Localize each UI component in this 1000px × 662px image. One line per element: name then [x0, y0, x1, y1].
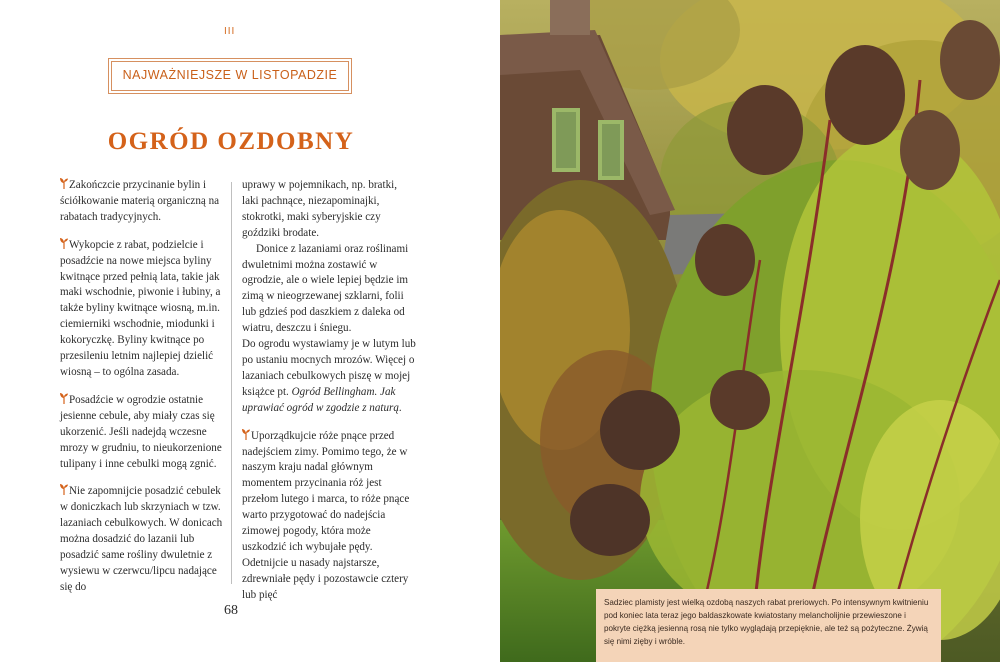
body-text: Do ogrodu wystawiamy je w lutym lub po ustaniu mocnych mrozów. Więcej o lazaniach cebulkowych piszę w mojej książce pt.	[242, 338, 416, 398]
bullet-text: Uporządkujcie róże pnące przed nadejściem zimy. Pomimo tego, że w naszym kraju nadal głównym momentem przycinania róż jest przełom lutego i marca, to róże pnące warto przygotować do nadejścia zimowej pogody, która może uszkodzić ich wybujałe pędy. Odetnijcie u nasady najstarsze, zdrewniałe pędy i pozostawcie cztery lub pięć	[242, 429, 410, 601]
bullet-paragraph	[242, 429, 416, 604]
seedling-icon	[242, 429, 250, 440]
book-title: Ogród Bellingham. Jak uprawiać ogród w zgodzie z naturą	[242, 385, 399, 414]
seedling-icon	[60, 238, 68, 249]
seedling-icon	[60, 178, 68, 189]
bullet-paragraph	[60, 238, 230, 381]
body-paragraph	[242, 337, 416, 417]
continuation-paragraph: uprawy w pojemnikach, np. bratki, laki pachnące, niezapominajki, stokrotki, maki syberyjskie czy goździki brodate.	[242, 179, 397, 239]
bullet-text: Nie zapomnijcie posadzić cebulek w doniczkach lub skrzyniach w tzw. lazaniach cebulkowych. W donicach można dosadzić do lazanii lub posadzić same rośliny dwuletnie z wysiewu w czerwcu/lipcu nadające się do	[60, 485, 223, 593]
right-page	[500, 0, 1000, 662]
section-label: NAJWAŻNIEJSZE W LISTOPADZIE	[122, 68, 338, 82]
page-number: 68	[224, 603, 238, 618]
chapter-marker: III	[224, 26, 236, 37]
text-column-2	[242, 178, 416, 604]
page-title: OGRÓD OZDOBNY	[107, 128, 355, 155]
section-label-box	[108, 58, 352, 94]
body-paragraph: Donice z lazaniami oraz roślinami dwuletnimi można zostawić w ogrodzie, ale o wiele lepiej będzie im zimą w nieogrzewanej szklarni, folii lub gdzieś pod daszkiem z daleka od wiatru, deszczu i śniegu.	[242, 242, 409, 335]
bullet-paragraph	[60, 178, 230, 226]
column-divider	[231, 182, 232, 584]
seedling-icon	[60, 484, 68, 495]
bullet-paragraph	[60, 484, 230, 595]
seedling-icon	[60, 393, 68, 404]
bullet-text: Zakończcie przycinanie bylin i ściółkowanie materią organiczną na rabatach tradycyjnych.	[60, 179, 220, 223]
garden-photo	[500, 0, 1000, 662]
bullet-text: Wykopcie z rabat, podzielcie i posadźcie na nowe miejsca byliny kwitnące przed pełnią lata, takie jak maki wschodnie, piwonie i łubiny, a także byliny kwitnące wiosną, m.in. ciemierniki wschodnie, miodunki i kokoryczkę. Byliny kwitnące po przesileniu letnim najlepiej dzielić wiosną – to ogólna zasada.	[60, 238, 221, 378]
bullet-text: Posadźcie w ogrodzie ostatnie jesienne cebule, aby miały czas się ukorzenić. Jeśli nadejdą wczesne mrozy w grudniu, to nieukorzenione tulipany i inne cebulki mogą zgnić.	[60, 393, 222, 470]
photo-caption: Sadziec plamisty jest wielką ozdobą naszych rabat preriowych. Po intensywnym kwitnieniu pod koniec lata teraz jego baldaszkowate kwiatostany melancholijnie przewieszone i pokryte ciężką jesienną rosą nie tylko wyglądają przepięknie, ale też są pożyteczne. Żywią się nimi zięby i wróble.	[604, 598, 929, 646]
text-column-1	[60, 178, 230, 596]
bullet-paragraph	[60, 393, 230, 473]
body-text-end: .	[398, 401, 402, 414]
photo-caption-box	[596, 589, 941, 662]
